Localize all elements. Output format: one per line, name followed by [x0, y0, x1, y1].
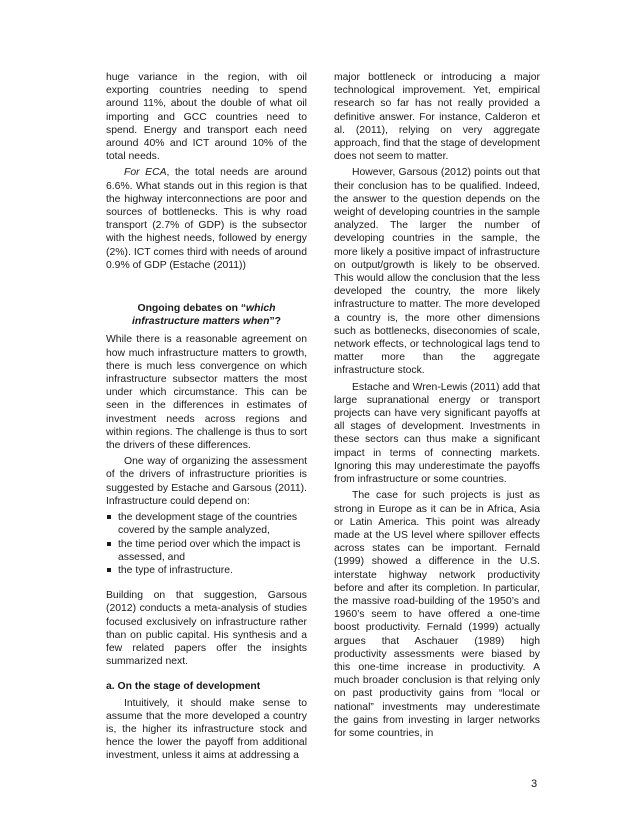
heading-text: Ongoing debates on “	[137, 303, 247, 315]
subsection-heading: a. On the stage of development	[106, 681, 261, 693]
list-item: the development stage of the countries covered by the sample analyzed,	[106, 511, 307, 537]
right-paragraph-3: Estache and Wren-Lewis (2011) add that large supranational energy or transport projects can have very significant payoffs at all stages of development. Investments in these sectors can thus make a significant impact in terms of connecting markets. Ignoring this may underestimate the payoffs from infrastructure or some countries.	[334, 381, 540, 486]
heading-italic-text: which infrastructure matters when	[132, 303, 276, 328]
left-paragraph-6: Intuitively, it should make sense to assume that the more developed a country is, the higher its infrastructure stock and hence the lower the payoff from additional investment, unless it aims at addressing a	[106, 697, 307, 762]
section-heading	[106, 302, 307, 328]
list-item: the time period over which the impact is assessed, and	[106, 538, 307, 564]
left-paragraph-3: While there is a reasonable agreement on how much infrastructure matters to growth, there is much less convergence on which infrastructure subsector matters the most under which circumstance. This can be seen in the differences in estimates of investment needs across regions and within regions. The challenge is thus to sort the drivers of these differences.	[106, 334, 307, 452]
left-paragraph-4: One way of organizing the assessment of the drivers of infrastructure priorities is suggested by Estache and Garsous (2011). Infrastructure could depend on:	[106, 456, 307, 507]
right-paragraph-1: major bottleneck or introducing a major technological improvement. Yet, empirical research so far has not really provided a definitive answer. For instance, Calderon et al. (2011), relying on very aggregate approach, find that the stage of development does not seem to matter.	[334, 72, 540, 163]
page-number: 3	[531, 778, 538, 790]
left-paragraph-2	[106, 166, 307, 272]
eca-text: , the total needs are around 6.6%. What stands out in this region is that the highway interconnections are poor and sources of bottlenecks. This is why road transport (2.7% of GDP) is the subsector with the highest needs, followed by energy (2%). ICT comes third with needs of around 0.9% of GDP (Estache (2011))	[106, 167, 307, 271]
left-paragraph-5: Building on that suggestion, Garsous (2012) conducts a meta-analysis of studies focused exclusively on infrastructure rather than on public capital. His synthesis and a few related papers offer the insights summarized next.	[106, 590, 307, 668]
right-paragraph-4: The case for such projects is just as strong in Europe as it can be in Africa, Asia or Latin America. This point was already made at the US level where spillover effects across states can be important. Fernald (1999) showed a difference in the U.S. interstate highway network productivity before and after its completion. In particular, the massive road-building of the 1950’s and 1960’s seem to have offered a one-time boost productivity. Fernald (1999) actually argues that Aschauer (1989) high productivity assessments were biased by this one-time increase in productivity. A much broader conclusion is that relying only on past productivity gains from “local or national” investments may underestimate the gains from investing in larger networks for some countries, in	[334, 490, 540, 739]
eca-label: For ECA	[124, 167, 167, 179]
drivers-list	[106, 511, 307, 577]
left-paragraph-1: huge variance in the region, with oil exporting countries needing to spend around 11%, about the double of what oil importing and GCC countries need to spend. Energy and transport each need around 40% and ICT around 10% of the total needs.	[106, 72, 307, 163]
right-column	[334, 71, 540, 740]
list-item: the type of infrastructure.	[106, 564, 307, 577]
heading-end-text: ”?	[269, 316, 281, 328]
left-column	[106, 71, 307, 763]
right-paragraph-2: However, Garsous (2012) points out that their conclusion has to be qualified. Indeed, the answer to the question depends on the weight of developing countries in the sample analyzed. The larger the number of developing countries in the sample, the more likely a positive impact of infrastructure on output/growth is likely to be observed. This would allow the conclusion that the less developed the country, the more likely infrastructure to matter. The more developed a country is, the more other dimensions such as bottlenecks, diseconomies of scale, network effects, or technological lags tend to matter more than the aggregate infrastructure stock.	[334, 167, 540, 377]
